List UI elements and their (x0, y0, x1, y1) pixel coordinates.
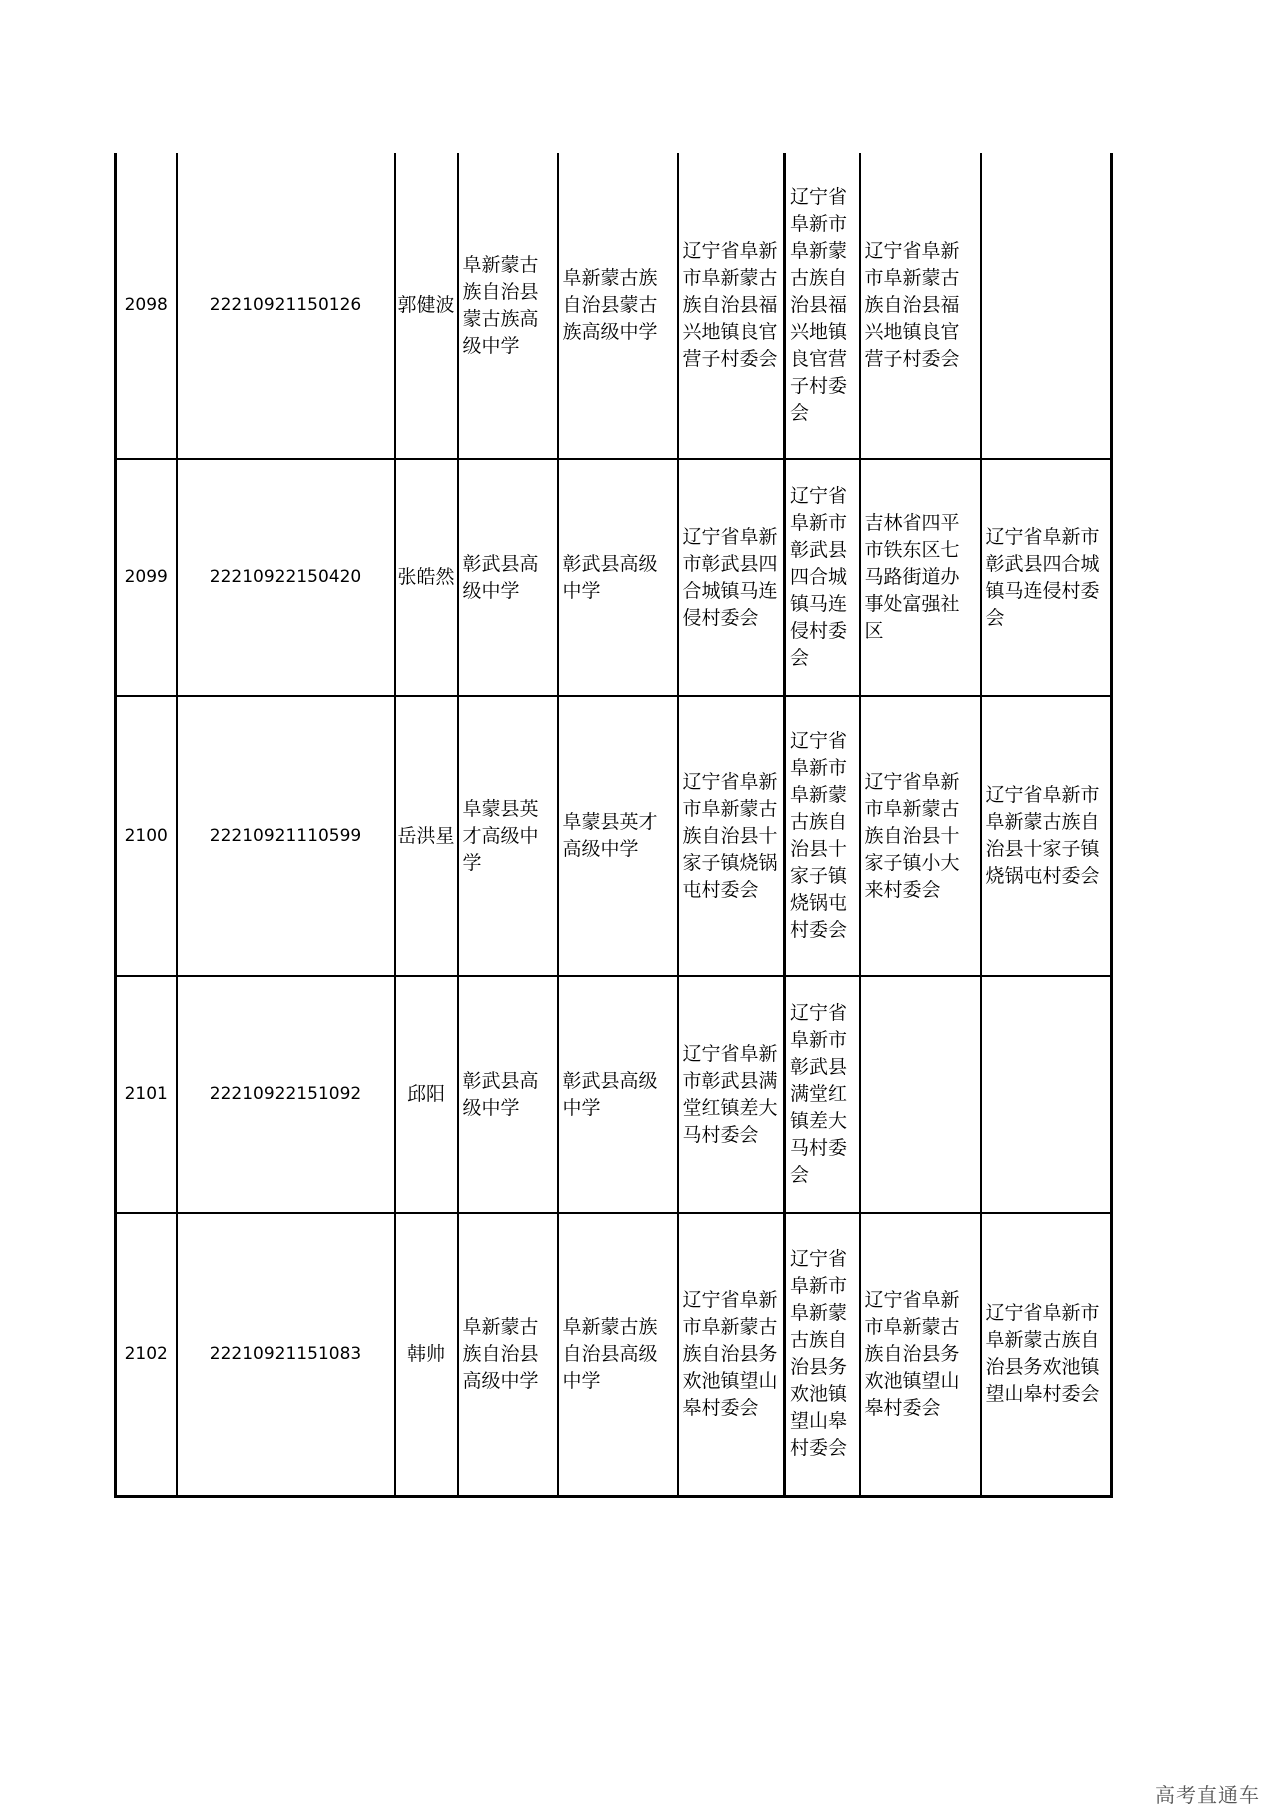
school-cell: 阜新蒙古族自治县蒙古族高级中学 (458, 153, 558, 459)
candidate-name: 邱阳 (395, 976, 458, 1213)
row-number: 2102 (116, 1213, 177, 1496)
address-cell-3: 吉林省四平市铁东区七马路街道办事处富强社区 (860, 459, 981, 696)
address-cell-4 (981, 153, 1112, 459)
address-cell-4: 辽宁省阜新市阜新蒙古族自治县务欢池镇望山皋村委会 (981, 1213, 1112, 1496)
address-cell-3: 辽宁省阜新市阜新蒙古族自治县十家子镇小大来村委会 (860, 696, 981, 976)
address-cell-4: 辽宁省阜新市阜新蒙古族自治县十家子镇烧锅屯村委会 (981, 696, 1112, 976)
table-row (116, 459, 1112, 696)
address-cell-1: 辽宁省阜新市阜新蒙古族自治县务欢池镇望山皋村委会 (678, 1213, 785, 1496)
candidate-id: 22210921151083 (177, 1213, 395, 1496)
address-cell-2: 辽宁省阜新市彰武县满堂红镇差大马村委会 (785, 976, 860, 1213)
school-cell-2: 阜新蒙古族自治县高级中学 (558, 1213, 678, 1496)
address-cell-2: 辽宁省阜新市阜新蒙古族自治县务欢池镇望山皋村委会 (785, 1213, 860, 1496)
candidate-name: 韩帅 (395, 1213, 458, 1496)
candidate-id: 22210922151092 (177, 976, 395, 1213)
candidate-id: 22210921110599 (177, 696, 395, 976)
school-cell: 阜蒙县英才高级中学 (458, 696, 558, 976)
row-number: 2099 (116, 459, 177, 696)
address-cell-1: 辽宁省阜新市彰武县满堂红镇差大马村委会 (678, 976, 785, 1213)
candidate-name: 岳洪星 (395, 696, 458, 976)
table-row (116, 696, 1112, 976)
address-cell-1: 辽宁省阜新市阜新蒙古族自治县十家子镇烧锅屯村委会 (678, 696, 785, 976)
row-number: 2101 (116, 976, 177, 1213)
row-number: 2100 (116, 696, 177, 976)
school-cell-2: 阜新蒙古族自治县蒙古族高级中学 (558, 153, 678, 459)
address-cell-3: 辽宁省阜新市阜新蒙古族自治县福兴地镇良官营子村委会 (860, 153, 981, 459)
candidate-name: 张皓然 (395, 459, 458, 696)
table-row (116, 153, 1112, 459)
address-cell-4 (981, 976, 1112, 1213)
school-cell: 阜新蒙古族自治县高级中学 (458, 1213, 558, 1496)
records-table (114, 153, 1113, 1498)
address-cell-1: 辽宁省阜新市彰武县四合城镇马连侵村委会 (678, 459, 785, 696)
school-cell-2: 彰武县高级中学 (558, 976, 678, 1213)
school-cell-2: 彰武县高级中学 (558, 459, 678, 696)
address-cell-3 (860, 976, 981, 1213)
table-row (116, 976, 1112, 1213)
address-cell-2: 辽宁省阜新市阜新蒙古族自治县十家子镇烧锅屯村委会 (785, 696, 860, 976)
table-row (116, 1213, 1112, 1496)
watermark-text: 高考直通车 (1155, 1783, 1260, 1807)
school-cell: 彰武县高级中学 (458, 459, 558, 696)
school-cell: 彰武县高级中学 (458, 976, 558, 1213)
address-cell-3: 辽宁省阜新市阜新蒙古族自治县务欢池镇望山皋村委会 (860, 1213, 981, 1496)
school-cell-2: 阜蒙县英才高级中学 (558, 696, 678, 976)
candidate-id: 22210922150420 (177, 459, 395, 696)
address-cell-1: 辽宁省阜新市阜新蒙古族自治县福兴地镇良官营子村委会 (678, 153, 785, 459)
candidate-id: 22210921150126 (177, 153, 395, 459)
address-cell-2: 辽宁省阜新市阜新蒙古族自治县福兴地镇良官营子村委会 (785, 153, 860, 459)
row-number: 2098 (116, 153, 177, 459)
address-cell-4: 辽宁省阜新市彰武县四合城镇马连侵村委会 (981, 459, 1112, 696)
address-cell-2: 辽宁省阜新市彰武县四合城镇马连侵村委会 (785, 459, 860, 696)
candidate-name: 郭健波 (395, 153, 458, 459)
